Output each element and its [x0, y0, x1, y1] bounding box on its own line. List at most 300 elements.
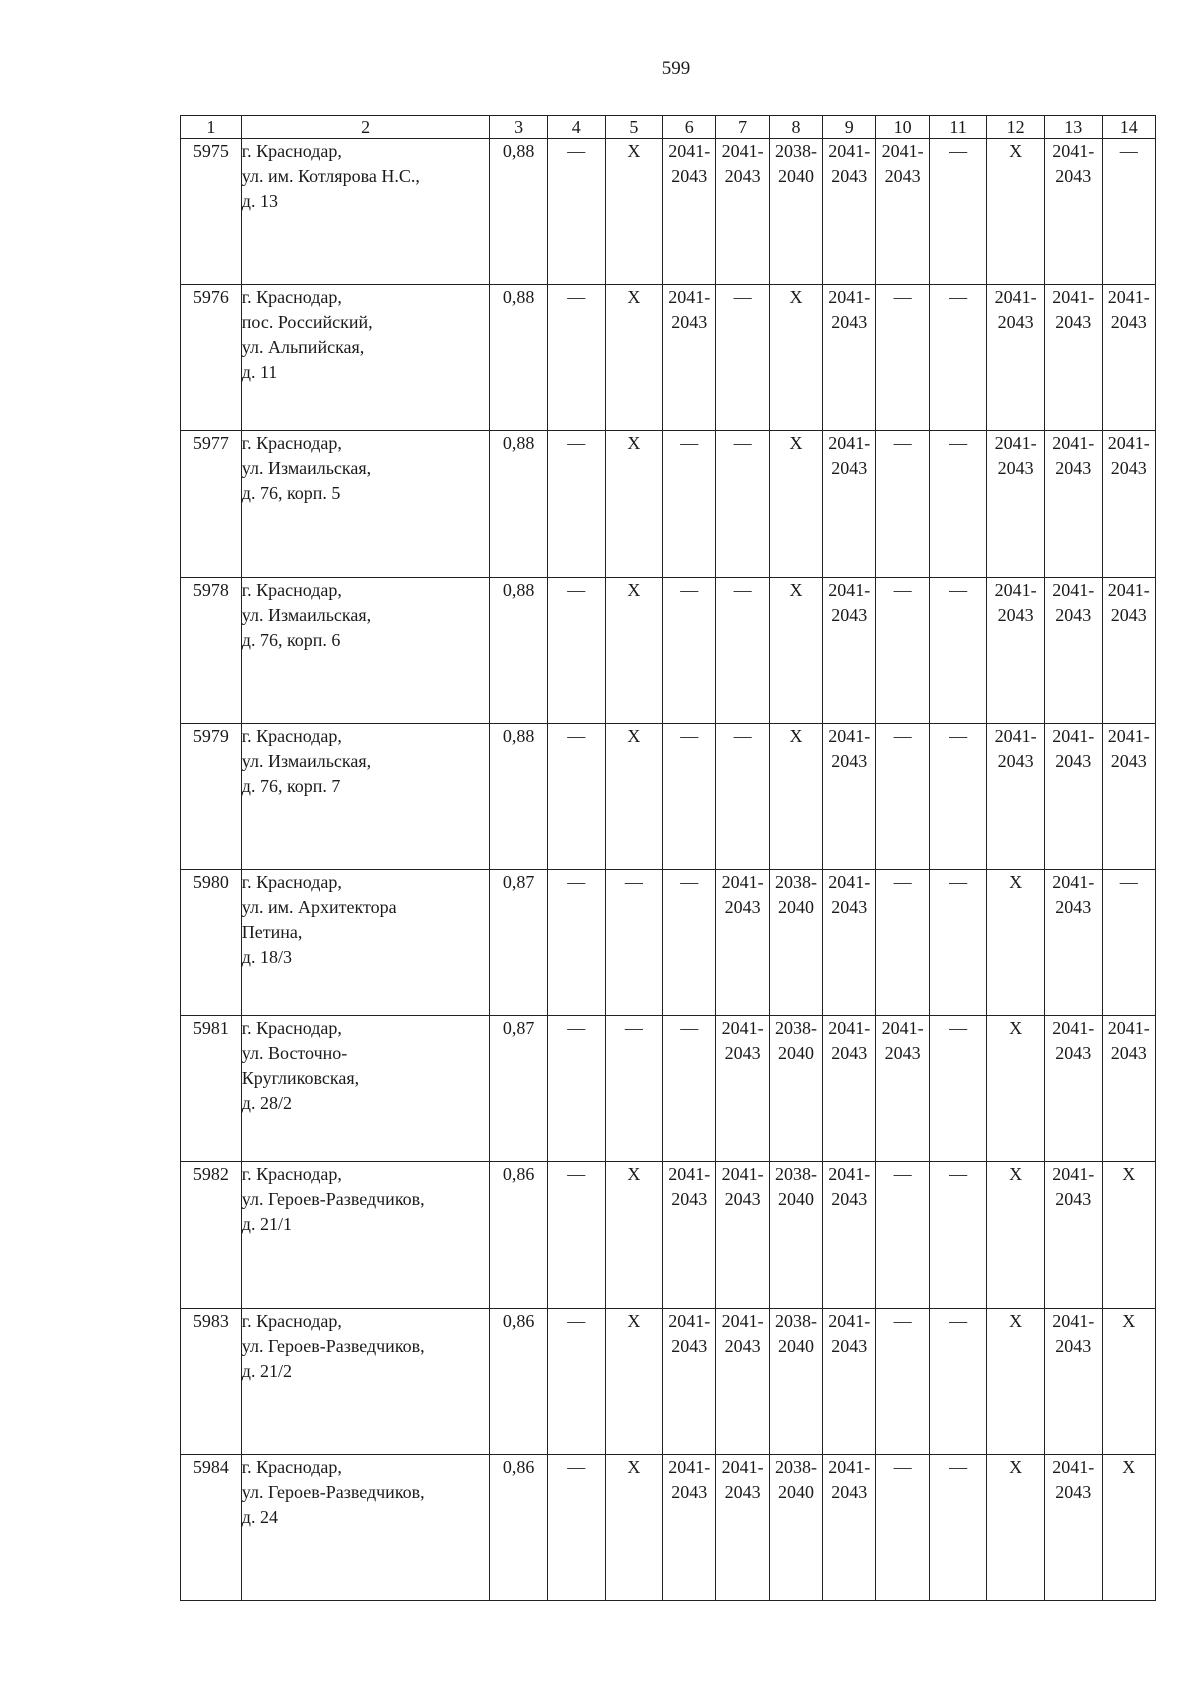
cell-value: X	[1009, 1456, 1023, 1477]
cell-value: 2041-	[721, 1018, 764, 1039]
cell-value: —	[567, 287, 586, 308]
value-cell	[1044, 577, 1102, 723]
cell-value: X	[627, 1456, 641, 1477]
row-number: 5977	[181, 431, 242, 577]
value-cell	[547, 869, 605, 1015]
value-cell	[929, 285, 987, 431]
cell-value: 2041-	[721, 871, 764, 892]
address-line: д. 24	[241, 1506, 278, 1527]
cell-value: —	[949, 1456, 968, 1477]
cell-value: 0,88	[502, 433, 535, 454]
cell-value: —	[949, 1310, 968, 1331]
cell-value: 2041-	[881, 1018, 924, 1039]
cell-value: 2043	[724, 1189, 761, 1210]
cell-value: 2038-	[774, 1018, 817, 1039]
value-cell	[876, 1162, 929, 1308]
column-header: 4	[547, 116, 605, 139]
cell-value: —	[949, 725, 968, 746]
table-row	[181, 1308, 1156, 1454]
value-cell	[769, 1454, 822, 1600]
cell-value: 2041-	[1107, 433, 1150, 454]
value-cell	[1102, 869, 1155, 1015]
value-cell	[929, 431, 987, 577]
cell-value: 2041-	[828, 871, 871, 892]
cell-value: 2041-	[828, 1310, 871, 1331]
row-number: 5978	[181, 577, 242, 723]
cell-value: 2040	[777, 1043, 814, 1064]
value-cell	[547, 1308, 605, 1454]
cell-value: —	[624, 1018, 643, 1039]
cell-value: 2043	[831, 166, 868, 186]
address-line: д. 11	[241, 362, 278, 383]
address-line: д. 13	[241, 191, 278, 211]
address-line: пос. Российский,	[241, 312, 373, 333]
cell-value: 2041-	[668, 1310, 711, 1331]
address-line: ул. Героев-Разведчиков,	[241, 1335, 425, 1356]
value-cell	[547, 139, 605, 285]
value-cell	[929, 1308, 987, 1454]
value-cell	[929, 139, 987, 285]
value-cell	[605, 285, 663, 431]
value-cell	[769, 869, 822, 1015]
cell-value: 2043	[831, 1481, 868, 1502]
value-cell	[716, 139, 769, 285]
cell-value: 2043	[831, 312, 868, 333]
value-cell	[605, 431, 663, 577]
cell-value: 2040	[777, 1481, 814, 1502]
value-cell	[490, 577, 548, 723]
cell-value: 2041-	[668, 1456, 711, 1477]
value-cell	[716, 431, 769, 577]
cell-value: 0,87	[502, 871, 535, 892]
cell-value: 2043	[831, 604, 868, 625]
value-cell	[769, 285, 822, 431]
cell-value: 0,88	[502, 725, 535, 746]
value-cell	[987, 431, 1045, 577]
cell-value: 2043	[1055, 750, 1092, 771]
cell-value: X	[1122, 1456, 1136, 1477]
value-cell	[769, 139, 822, 285]
cell-value: 2041-	[668, 287, 711, 308]
value-cell	[876, 285, 929, 431]
value-cell	[605, 577, 663, 723]
cell-value: —	[567, 433, 586, 454]
cell-value: 2043	[1055, 1189, 1092, 1210]
value-cell	[605, 1016, 663, 1162]
value-cell	[547, 723, 605, 869]
value-cell	[823, 1016, 876, 1162]
value-cell	[547, 1162, 605, 1308]
cell-value: 2041-	[668, 1164, 711, 1185]
value-cell	[716, 1308, 769, 1454]
cell-value: 2043	[831, 1335, 868, 1356]
cell-value: X	[1009, 1164, 1023, 1185]
row-number: 5983	[181, 1308, 242, 1454]
address-cell	[241, 1454, 490, 1600]
address-line: г. Краснодар,	[241, 871, 342, 892]
value-cell	[929, 1016, 987, 1162]
cell-value: —	[893, 1164, 912, 1185]
cell-value: 2043	[1055, 1481, 1092, 1502]
value-cell	[663, 1308, 716, 1454]
column-header: 12	[987, 116, 1045, 139]
cell-value: 2041-	[828, 1164, 871, 1185]
cell-value: —	[567, 1018, 586, 1039]
cell-value: 2041-	[828, 433, 871, 454]
value-cell	[987, 723, 1045, 869]
value-cell	[823, 431, 876, 577]
value-cell	[1102, 431, 1155, 577]
cell-value: —	[567, 1456, 586, 1477]
cell-value: —	[567, 725, 586, 746]
value-cell	[876, 869, 929, 1015]
cell-value: —	[680, 433, 699, 454]
cell-value: 2041-	[1052, 725, 1095, 746]
cell-value: 2038-	[774, 1164, 817, 1185]
value-cell	[1044, 869, 1102, 1015]
cell-value: —	[949, 579, 968, 600]
value-cell	[876, 139, 929, 285]
value-cell	[1044, 1454, 1102, 1600]
cell-value: —	[893, 433, 912, 454]
value-cell	[1044, 139, 1102, 285]
cell-value: 2041-	[828, 725, 871, 746]
cell-value: —	[567, 871, 586, 892]
value-cell	[716, 577, 769, 723]
cell-value: X	[1009, 141, 1023, 161]
cell-value: 2041-	[1052, 1310, 1095, 1331]
table-row	[181, 1016, 1156, 1162]
cell-value: —	[567, 579, 586, 600]
cell-value: 2041-	[828, 287, 871, 308]
address-line: ул. им. Котлярова Н.С.,	[241, 166, 420, 186]
value-cell	[769, 431, 822, 577]
cell-value: 2041-	[721, 1164, 764, 1185]
address-line: д. 76, корп. 7	[241, 775, 341, 796]
cell-value: —	[1119, 141, 1138, 161]
address-cell	[241, 1162, 490, 1308]
cell-value: 2043	[997, 750, 1034, 771]
value-cell	[769, 723, 822, 869]
address-cell	[241, 1016, 490, 1162]
value-cell	[490, 1308, 548, 1454]
address-line: ул. Героев-Разведчиков,	[241, 1189, 425, 1210]
address-line: Петина,	[241, 921, 303, 942]
value-cell	[876, 723, 929, 869]
value-cell	[1102, 1308, 1155, 1454]
table-row	[181, 869, 1156, 1015]
value-cell	[547, 431, 605, 577]
value-cell	[769, 1016, 822, 1162]
column-header: 5	[605, 116, 663, 139]
address-line: г. Краснодар,	[241, 1310, 342, 1331]
cell-value: —	[680, 1018, 699, 1039]
housing-register-table	[180, 115, 1156, 1601]
table-body	[181, 139, 1156, 1601]
value-cell	[490, 285, 548, 431]
value-cell	[769, 1162, 822, 1308]
cell-value: 2043	[1110, 604, 1147, 625]
cell-value: X	[627, 725, 641, 746]
value-cell	[929, 723, 987, 869]
column-header: 7	[716, 116, 769, 139]
table-row	[181, 139, 1156, 285]
cell-value: 2041-	[1052, 1456, 1095, 1477]
value-cell	[1102, 577, 1155, 723]
cell-value: —	[733, 725, 752, 746]
cell-value: 0,88	[502, 579, 535, 600]
address-line: д. 21/1	[241, 1214, 292, 1235]
cell-value: 2043	[884, 1043, 921, 1064]
cell-value: X	[627, 141, 641, 161]
cell-value: 2041-	[1052, 1018, 1095, 1039]
cell-value: —	[733, 433, 752, 454]
address-line: ул. Героев-Разведчиков,	[241, 1481, 425, 1502]
cell-value: 2043	[671, 1481, 708, 1502]
value-cell	[1102, 1016, 1155, 1162]
table-row	[181, 1162, 1156, 1308]
page-number: 599	[661, 58, 691, 79]
row-number: 5981	[181, 1016, 242, 1162]
cell-value: —	[893, 1310, 912, 1331]
value-cell	[1044, 285, 1102, 431]
cell-value: 2041-	[994, 287, 1037, 308]
value-cell	[1102, 723, 1155, 869]
cell-value: 2041-	[1052, 287, 1095, 308]
cell-value: —	[1119, 871, 1138, 892]
value-cell	[823, 1454, 876, 1600]
address-cell	[241, 723, 490, 869]
value-cell	[716, 1162, 769, 1308]
value-cell	[716, 869, 769, 1015]
cell-value: —	[893, 287, 912, 308]
cell-value: 2041-	[881, 141, 924, 161]
cell-value: 0,86	[502, 1164, 535, 1185]
cell-value: —	[949, 433, 968, 454]
cell-value: —	[893, 725, 912, 746]
cell-value: 2043	[671, 312, 708, 333]
cell-value: X	[627, 1164, 641, 1185]
cell-value: X	[789, 579, 803, 600]
address-line: ул. Измаильская,	[241, 604, 372, 625]
cell-value: 2043	[831, 896, 868, 917]
value-cell	[605, 1454, 663, 1600]
table-row	[181, 577, 1156, 723]
cell-value: 2043	[831, 750, 868, 771]
cell-value: X	[627, 287, 641, 308]
cell-value: 2041-	[668, 141, 711, 161]
cell-value: 0,86	[502, 1310, 535, 1331]
address-cell	[241, 1308, 490, 1454]
cell-value: X	[1009, 871, 1023, 892]
value-cell	[605, 1162, 663, 1308]
value-cell	[929, 577, 987, 723]
address-line: г. Краснодар,	[241, 579, 342, 600]
cell-value: —	[733, 579, 752, 600]
value-cell	[663, 1454, 716, 1600]
cell-value: 2038-	[774, 871, 817, 892]
cell-value: 2043	[1055, 312, 1092, 333]
column-number-row	[181, 116, 1156, 139]
cell-value: —	[680, 579, 699, 600]
cell-value: 2038-	[774, 141, 817, 161]
cell-value: 2041-	[994, 433, 1037, 454]
column-header: 11	[929, 116, 987, 139]
cell-value: —	[624, 871, 643, 892]
address-line: г. Краснодар,	[241, 1164, 342, 1185]
cell-value: 2040	[777, 896, 814, 917]
cell-value: —	[949, 1018, 968, 1039]
value-cell	[605, 869, 663, 1015]
value-cell	[490, 431, 548, 577]
cell-value: 2041-	[1052, 141, 1095, 161]
value-cell	[987, 869, 1045, 1015]
cell-value: —	[680, 725, 699, 746]
address-line: г. Краснодар,	[241, 433, 342, 454]
value-cell	[490, 869, 548, 1015]
cell-value: —	[949, 141, 968, 161]
cell-value: X	[789, 287, 803, 308]
cell-value: 2043	[831, 1043, 868, 1064]
address-line: д. 18/3	[241, 946, 292, 967]
value-cell	[876, 1016, 929, 1162]
column-header: 10	[876, 116, 929, 139]
value-cell	[547, 285, 605, 431]
cell-value: 2041-	[1052, 1164, 1095, 1185]
value-cell	[929, 1454, 987, 1600]
column-header: 2	[241, 116, 490, 139]
cell-value: 2043	[997, 458, 1034, 479]
address-line: г. Краснодар,	[241, 725, 342, 746]
cell-value: —	[949, 871, 968, 892]
cell-value: —	[893, 1456, 912, 1477]
value-cell	[490, 139, 548, 285]
cell-value: 2043	[1055, 1335, 1092, 1356]
cell-value: 2043	[1055, 1043, 1092, 1064]
address-cell	[241, 139, 490, 285]
address-line: г. Краснодар,	[241, 1018, 342, 1039]
cell-value: 2041-	[721, 1310, 764, 1331]
cell-value: 2038-	[774, 1310, 817, 1331]
cell-value: —	[949, 1164, 968, 1185]
address-line: ул. Измаильская,	[241, 458, 372, 479]
cell-value: 2040	[777, 166, 814, 186]
table-row	[181, 1454, 1156, 1600]
cell-value: 2043	[724, 166, 761, 186]
value-cell	[1102, 285, 1155, 431]
column-header: 9	[823, 116, 876, 139]
column-header: 14	[1102, 116, 1155, 139]
cell-value: X	[627, 1310, 641, 1331]
value-cell	[663, 431, 716, 577]
value-cell	[823, 1308, 876, 1454]
value-cell	[876, 431, 929, 577]
cell-value: 2043	[1110, 750, 1147, 771]
value-cell	[1044, 1162, 1102, 1308]
row-number: 5976	[181, 285, 242, 431]
address-line: ул. Измаильская,	[241, 750, 372, 771]
value-cell	[823, 285, 876, 431]
value-cell	[663, 577, 716, 723]
value-cell	[490, 723, 548, 869]
address-line: Кругликовская,	[241, 1068, 360, 1089]
row-number: 5984	[181, 1454, 242, 1600]
value-cell	[929, 1162, 987, 1308]
cell-value: X	[1122, 1310, 1136, 1331]
cell-value: 0,86	[502, 1456, 535, 1477]
value-cell	[547, 1016, 605, 1162]
address-cell	[241, 577, 490, 723]
cell-value: 2043	[671, 1189, 708, 1210]
cell-value: 2041-	[1107, 725, 1150, 746]
address-line: г. Краснодар,	[241, 1456, 342, 1477]
value-cell	[1044, 431, 1102, 577]
cell-value: 2043	[671, 166, 708, 186]
value-cell	[823, 723, 876, 869]
cell-value: 2043	[1055, 166, 1092, 186]
cell-value: —	[949, 287, 968, 308]
value-cell	[1044, 1308, 1102, 1454]
column-header: 6	[663, 116, 716, 139]
value-cell	[823, 139, 876, 285]
cell-value: X	[627, 579, 641, 600]
cell-value: 2043	[884, 166, 921, 186]
value-cell	[1102, 1162, 1155, 1308]
row-number: 5980	[181, 869, 242, 1015]
value-cell	[823, 869, 876, 1015]
value-cell	[1102, 139, 1155, 285]
address-line: д. 28/2	[241, 1093, 292, 1114]
cell-value: 0,88	[502, 287, 535, 308]
address-line: ул. Альпийская,	[241, 337, 365, 358]
column-header: 1	[181, 116, 242, 139]
cell-value: 2041-	[721, 141, 764, 161]
cell-value: —	[893, 579, 912, 600]
cell-value: 2043	[831, 458, 868, 479]
cell-value: 2041-	[1107, 579, 1150, 600]
cell-value: 2043	[831, 1189, 868, 1210]
value-cell	[605, 1308, 663, 1454]
address-cell	[241, 285, 490, 431]
cell-value: 2043	[1110, 458, 1147, 479]
cell-value: 2043	[1055, 604, 1092, 625]
cell-value: 2043	[1110, 312, 1147, 333]
cell-value: 2043	[997, 312, 1034, 333]
value-cell	[987, 1308, 1045, 1454]
value-cell	[1044, 1016, 1102, 1162]
value-cell	[605, 139, 663, 285]
address-line: г. Краснодар,	[241, 141, 342, 161]
cell-value: 2041-	[721, 1456, 764, 1477]
address-line: д. 21/2	[241, 1360, 292, 1381]
value-cell	[490, 1454, 548, 1600]
cell-value: 0,87	[502, 1018, 535, 1039]
cell-value: 2041-	[1052, 433, 1095, 454]
address-line: д. 76, корп. 5	[241, 483, 341, 504]
cell-value: —	[567, 1310, 586, 1331]
row-number: 5982	[181, 1162, 242, 1308]
value-cell	[987, 577, 1045, 723]
column-header: 8	[769, 116, 822, 139]
address-line: г. Краснодар,	[241, 287, 342, 308]
cell-value: X	[789, 725, 803, 746]
value-cell	[987, 1162, 1045, 1308]
value-cell	[876, 1308, 929, 1454]
cell-value: 2043	[724, 1481, 761, 1502]
value-cell	[876, 577, 929, 723]
value-cell	[987, 1016, 1045, 1162]
value-cell	[663, 723, 716, 869]
